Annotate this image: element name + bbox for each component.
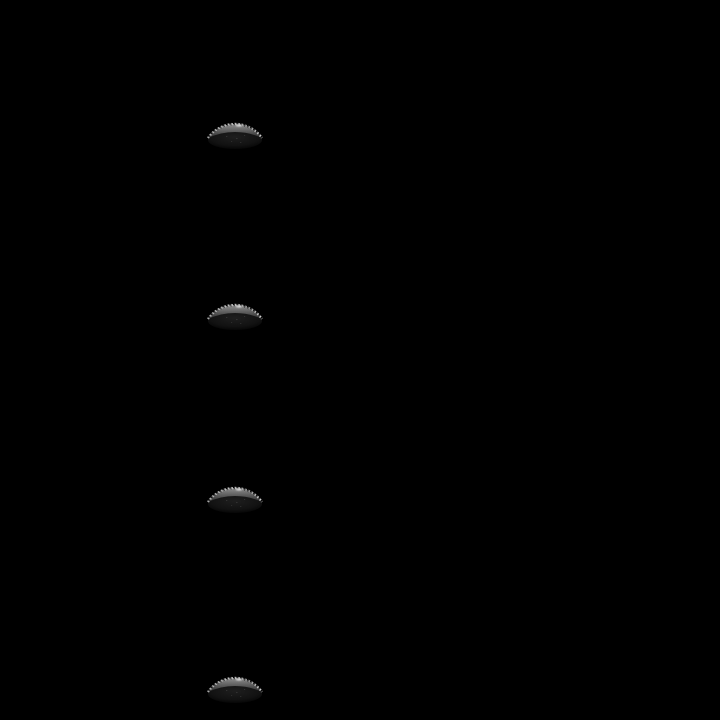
- knob-rim: [208, 305, 262, 319]
- knob-teeth-dark: [208, 678, 262, 692]
- knob-top-1: [206, 120, 264, 150]
- knob-teeth-dark: [208, 305, 262, 319]
- knob-top-3: [206, 484, 264, 514]
- knob-highlight: [236, 305, 242, 307]
- knob-body-speckle: [226, 316, 245, 324]
- knob-teeth-dark: [208, 124, 262, 138]
- knob-body-speckle: [226, 689, 245, 697]
- knob-teeth-light: [208, 678, 262, 692]
- knob-rim: [208, 124, 262, 138]
- knob-body-shadow: [208, 131, 262, 149]
- knob-top-4: [206, 674, 264, 704]
- knob-body-speckle: [226, 499, 245, 507]
- knob-body-shadow: [208, 495, 262, 513]
- knob-highlight: [236, 488, 242, 490]
- knob-rim: [208, 488, 262, 502]
- knob-teeth-light: [208, 124, 262, 138]
- knob-body-speckle: [226, 135, 245, 143]
- knob-body-shadow: [208, 312, 262, 330]
- knob-highlight: [236, 124, 242, 126]
- knob-teeth-light: [208, 305, 262, 319]
- knob-highlight: [236, 678, 242, 680]
- knob-teeth-dark: [208, 488, 262, 502]
- knob-top-2: [206, 301, 264, 331]
- knob-body-shadow: [208, 685, 262, 703]
- knob-rim: [208, 678, 262, 692]
- knob-teeth-light: [208, 488, 262, 502]
